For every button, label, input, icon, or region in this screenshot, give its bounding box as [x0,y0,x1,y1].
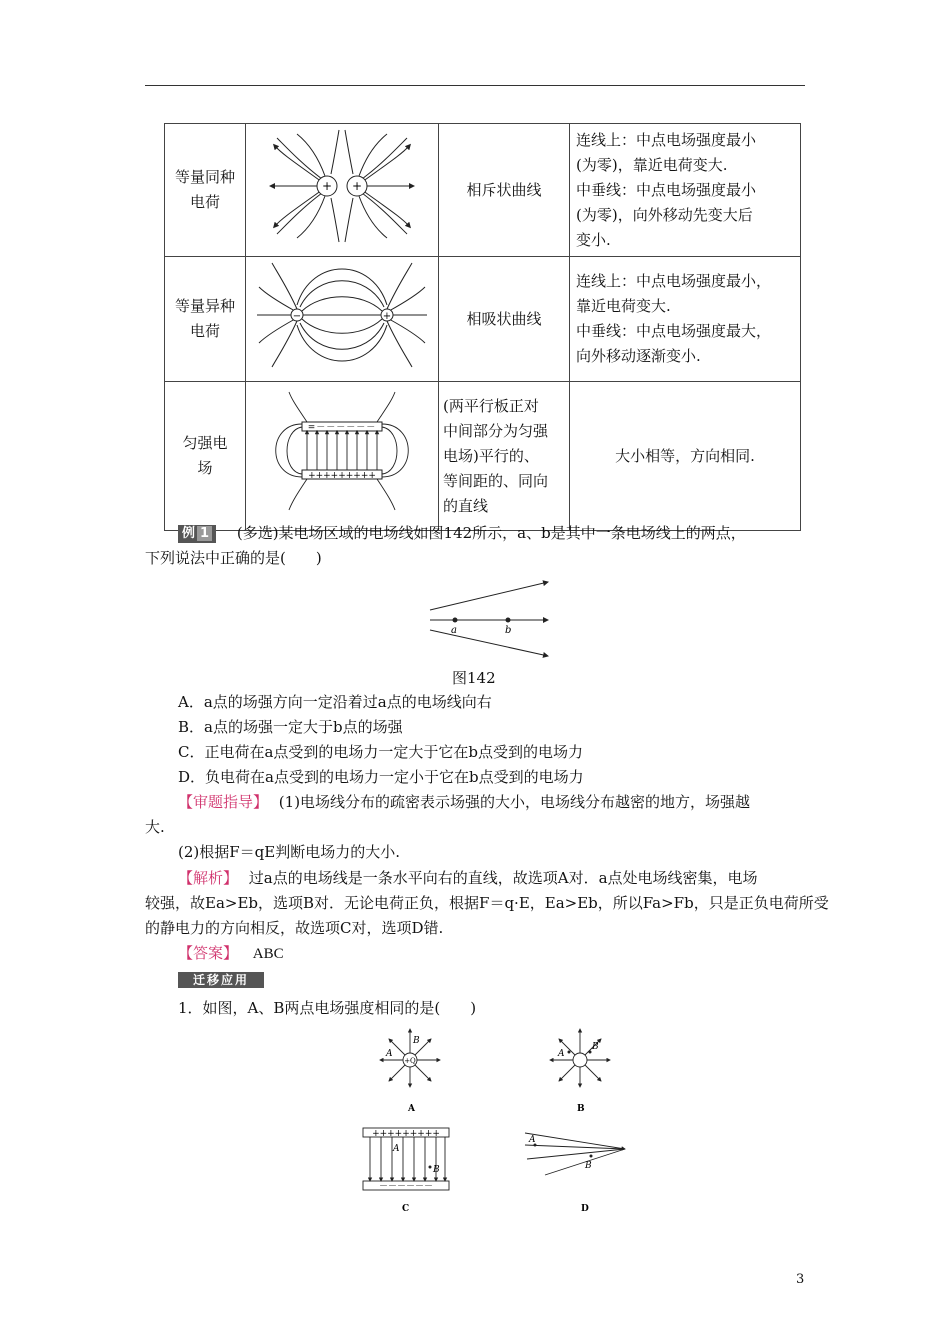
row-shape: 相斥状曲线 [466,180,542,199]
svg-text:B: B [413,1036,420,1046]
guide-tag: 【审题指导】 [178,793,269,811]
figure-caption: 图142 [452,669,496,687]
row-shape: 相吸状曲线 [466,309,542,328]
svg-text:A: A [408,1104,415,1114]
desc-line: 靠近电荷变大. [576,297,671,315]
table-row [165,257,801,382]
example-stem-line2: 下列说法中正确的是( ) [145,549,322,567]
guide-line1: 【审题指导】 (1)电场线分布的疏密表示场强的大小，电场线分布越密的地方，场强越 [178,793,751,811]
svg-text:b: b [505,625,512,636]
option-d: D．负电荷在a点受到的电场力一定小于它在b点受到的电场力 [178,768,584,786]
option-b: B．a点的场强一定大于b点的场强 [178,718,403,736]
svg-text:C: C [402,1204,410,1214]
figure-142 [425,578,555,660]
svg-text:D: D [581,1204,589,1214]
migration-badge: 迁移应用 [178,972,264,988]
guide-line3: (2)根据F＝qE判断电场力的大小. [178,843,400,861]
desc-line: (为零)，向外移动先变大后 [576,205,753,224]
desc-line: (为零)，靠近电荷变大. [576,155,728,174]
figure-unlike-charges [246,257,439,382]
analysis-line3: 的静电力的方向相反，故选项C对，选项D错. [145,919,444,937]
desc-line: 中垂线：中点电场强度最大， [576,322,772,340]
answer-value: ABC [252,946,284,962]
option-c: C．正电荷在a点受到的电场力一定大于它在b点受到的电场力 [178,743,584,761]
desc-line: 连线上：中点电场强度最小 [576,130,757,149]
desc-line: 变小. [576,230,611,249]
figure-like-charges [246,124,439,257]
svg-text:=－－－－－－: =－－－－－－ [307,423,377,433]
desc-line: 中垂线：中点电场强度最小 [576,180,757,199]
svg-text:+Q: +Q [404,1057,416,1065]
svg-text:−: − [292,311,302,322]
svg-text:A: A [529,1135,536,1145]
row-name: 等量异种电荷 [175,297,236,340]
desc-line: 大小相等，方向相同. [615,446,755,465]
svg-text:+++++++++: +++++++++ [308,471,376,481]
option-d-figure [525,1133,625,1175]
header-rule [145,85,805,86]
example-badge: 例 1 [178,525,216,543]
row-name: 等量同种电荷 [175,168,236,211]
analysis-line2: 较强，故Ea>Eb，选项B对．无论电荷正负，根据F＝q·E，Ea>Eb，所以Fa>Fb，只是正负电荷所受 [145,894,829,912]
question-1-figures [355,1025,655,1225]
svg-text:－－－－－－: －－－－－－ [378,1182,434,1192]
desc-line: 连线上：中点电场强度最小， [576,272,772,290]
analysis-line1: 【解析】 过a点的电场线是一条水平向右的直线，故选项A对．a点处电场线密集，电场 [178,869,758,887]
svg-text:a: a [451,625,457,636]
svg-text:B: B [585,1161,592,1171]
svg-text:+: + [321,179,333,193]
svg-text:+: + [382,311,392,322]
svg-text:A: A [386,1049,393,1059]
table-row [165,382,801,531]
svg-text:+++++++++: +++++++++ [372,1129,440,1139]
row-name: 匀强电场 [182,434,228,477]
answer-line [178,941,284,967]
question-1: 1．如图，A、B两点电场强度相同的是( ) [178,999,477,1017]
page-number: 3 [796,1272,805,1287]
figure-uniform-field [246,382,439,531]
svg-text:B: B [592,1042,599,1052]
answer-tag: 【答案】 [178,944,239,962]
svg-text:+: + [351,179,363,193]
svg-text:A: A [393,1144,400,1154]
row-shape: (两平行板正对中间部分为匀强电场)平行的、等间距的、同向的直线 [443,396,549,515]
field-lines-table [164,123,801,531]
svg-text:B: B [433,1165,440,1175]
desc-line: 向外移动逐渐变小. [576,347,701,365]
table-row [165,124,801,257]
example-stem-line1: 例 1 (多选)某电场区域的电场线如图142所示，a、b是其中一条电场线上的两点， [178,521,746,546]
analysis-tag: 【解析】 [178,869,239,887]
svg-text:B: B [577,1104,585,1114]
svg-text:A: A [558,1049,565,1059]
guide-line2: 大. [145,818,165,836]
option-a: A．a点的场强方向一定沿着过a点的电场线向右 [178,693,492,711]
